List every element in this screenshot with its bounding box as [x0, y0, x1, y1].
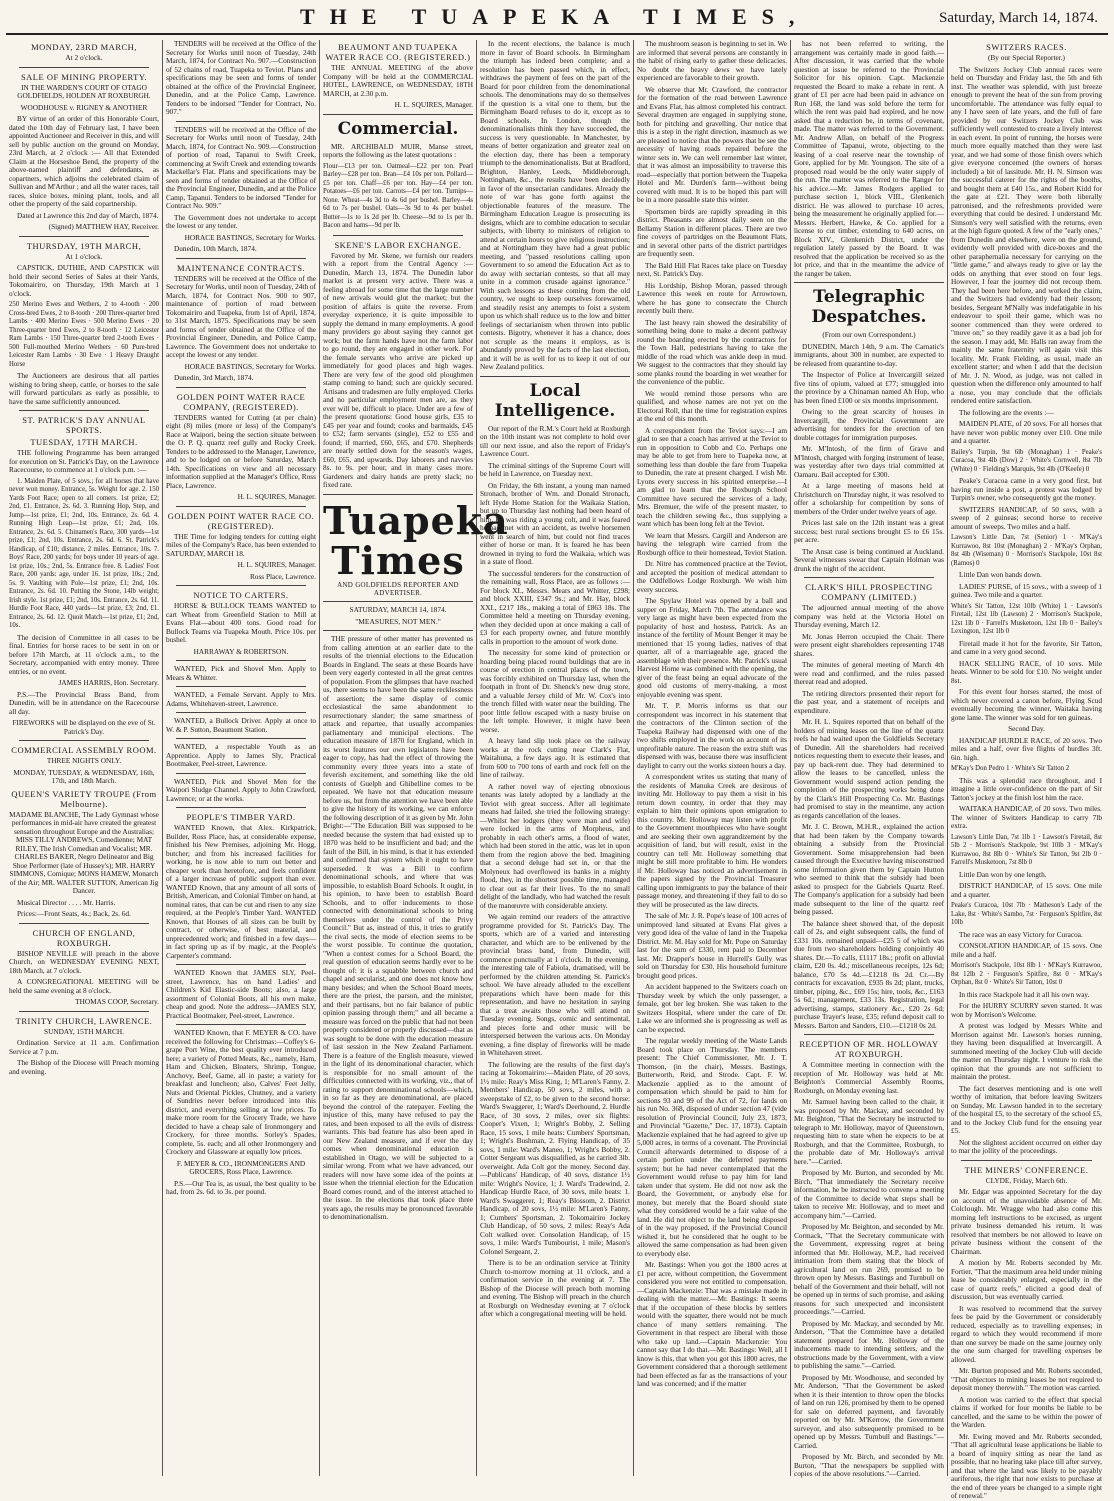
signature: THOMAS COOP, Secretary.	[75, 997, 159, 1006]
paragraph: MR. ARCHIBALD MUIR, Manse street, reports the following as the latest quotations :	[323, 141, 473, 159]
paragraph: Sportsmen birds are rapidly spreading in this district. Pheasants are almost daily seen on the Bellamy Station in different places. There are two fine coveys of partridges on the Beaumont Flats, and in several other parts of the district partridges are frequently seen.	[637, 206, 787, 258]
paragraph: P.S.—The Provincial Brass Band, from Dunedin, will be in attendance on the Racecourse all day.	[9, 689, 159, 716]
paragraph: We observe that Mr. Crawford, the contractor for the formation of the road between Lawrence and Evans Flat, has almost completed his contract. Several draymen are engaged in supplying stone, both for pitching and gravelling. Our notice that this is a step in the right direction, inasmuch as we are pleased to notice that the powers that be see the necessity of having roads repaired before the winter sets in. We can well remember last winter, that it was almost an impossibility to traverse this road—especially that portion between the Tuapeka Hotel and Mr. Durden's farm—without being covered with mud. It is to be hoped this part will be in a more passable state this winter.	[637, 84, 787, 204]
paragraph: We would remind those persons who are qualified, and whose names are not yet on the Electoral Roll, that the time for registration expires at the end of this month.	[637, 388, 787, 423]
divider	[176, 387, 306, 388]
paragraph: For this event four horses started, the most of which never covered a canon before, Flying Scud eventually becoming the winner, Waitaka having gone lame. The winner was sold for ten guineas.	[951, 687, 1102, 722]
paragraph: This was a splendid race throughout, and I imagine a little over-confidence on the part of Sir Tatton's jockey at the finish lost him the race.	[951, 775, 1102, 802]
race-results: Lawson's Little Dan, 7st (Senior) 1 · M'Kay's Kurrawoo, 8st 10st (Monaghan) 2 · M'Kay's Orphan, 8st 4lb (Wiseman) 0 · Morrison's Stackpole, 10st 8st (Ramos) 0	[951, 534, 1102, 567]
edition-date: SATURDAY, MARCH 14, 1874.	[349, 604, 447, 614]
paragraph: A correspondent from the Teviot says:—I am glad to see that a coach has arrived at the Teviot to run in opposition to Cobb and Co. Perhaps one may be able to get from here to Tuapeka now, at something less than double the fare from Tuapeka to Dunedin, the rate at present charged. I wish Mr. Lyons every success in his spirited enterprise.—I am glad to learn that the Roxburgh School Committee have secured the services of a lady, Mrs. Bremuer, the wife of the present master, to teach the children sewing &c., thus supplying a want which has been long felt at the Teviot.	[637, 425, 787, 528]
paragraph: THE following Programme has been arranged for execution on St. Patrick's Day, on the Lawrence Racecourse, to commence at 1 o'clock p.m. :—	[9, 448, 159, 474]
divider	[19, 236, 149, 237]
column-3	[320, 40, 509, 1476]
paragraph: Mr. H. L. Squires reported that on behalf of the holders of mining leases on the line of the quartz reefs he had waited upon the Goldfields Secretary of Dunedin. All the shareholders had received notices requesting them to execute their leases, and pay up back-rent due. They had determined to allow the leases to be cancelled, unless the Government would suspend action pending the completion of the prospecting works being done by the Clark's Hill Prospecting Co. Mr. Bastings had promised to stay in the meantime, any action as regards cancellation of the leases.	[794, 717, 944, 820]
signature: HORACE BASTINGS, Secretary for Works.	[184, 232, 316, 242]
paragraph: The race was an easy Victory for Curacoa.	[959, 929, 1083, 939]
race-results: Morrison's Stackpole, 10st 8lb 1 · M'Kay's Kurrawoo, 8st 12lb 2 · Ferguson's Spitfire, 8st 0 · M'Kay's Orphan, 8st 0 · White's Sir Tatton, 10st 0	[951, 962, 1102, 986]
nameplate-subtitle: AND GOLDFIELDS REPORTER AND ADVERTISER.	[337, 580, 459, 597]
paragraph: DUNEDIN, March 14th, 9 a.m. The Carnatic's immigrants, about 300 in number, are expected to be released from quarantine to-day.	[794, 341, 944, 368]
paragraph: For the HURRY SCURRY seven started. It was won by Morrison's Welcome.	[951, 1001, 1102, 1019]
paragraph: The regular weekly meeting of the Waste Lands Board took place on Thursday. The members present: The Chief Commissioner, Mr. J. T. Thomson, (in the chair), Messrs. Bastings, Butterworth, Reid, and Strode. Capt. F. W. Mackenzie applied as to the amount of compensation which should be paid to him for sections 93 and 99 of the Act of 72, for lands on his run No. 368, disposed of under section 47 (vide resolution of Provincial Council, July 23, 1873, and Provincial "Gazette," Dec. 17, 1873). Captain Mackenzie explained that he had agreed to give up 5,000 acres, in terms of a covenant. The Provincial Council afterwards determined to dispose of a certain portion under the deferred payments system; but he had never contemplated that the Government would refuse to pay him for land taken under that system. He did not now ask the Board, the Government, or anybody else for money, but merely that the Board should state what they considered would be a fair value of the land. He did not object to the land being disposed of in the way proposed, if the Provincial Council wished it, but he considered that he ought to be allowed the same compensation as had been given to everybody else.	[637, 1036, 787, 1258]
divider	[176, 506, 306, 507]
paragraph: P.S.—Our Tea is, as usual, the best quality to be had, from 2s. 6d. to 3s. per pound.	[166, 1178, 316, 1196]
signature: HORACE BASTINGS, Secretary for Works.	[184, 361, 316, 371]
column-4	[477, 40, 634, 1476]
paragraph: BY virtue of an order of this Honorable Court, dated the 10th day of February last, I have been appointed Auctioneer and Receiver in this, and will sell by public auction on the ground on Monday, 23rd March, at 2 o'clock :— All that Extended Claim at the Horseshoe Bend, the property of the above-named plaintiff and defendants, as copartners, which adjoins the celebrated claim of Sullivan and M'Arthur ; and all the water races, tail races, sluice boxes, mining plant, tools, and all other the property of the said copartnership.	[9, 114, 159, 208]
divider	[19, 740, 149, 741]
heading: CLARK'S HILL PROSPECTING COMPANY (LIMITED.)	[805, 582, 933, 602]
paragraph: HORSE & BULLOCK TEAMS WANTED to cart Wheat from Greenfield Station to Mill at Evans Flat—about 400 tons. Good road for Bullock Teams via Tuapeka Mouth. Price 10s. per bushel.	[166, 601, 316, 644]
paragraph: Ordination Service at 11 a.m. Confirmation Service at 7 p.m.	[9, 1038, 159, 1056]
paragraph: Proposed by Mr. Birch, and seconded by Mr. Burton, "That the newspapers be supplied with copies of the above resolutions."—Carried.	[794, 1452, 944, 1478]
paragraph: Firetail made it hot for the favorite, Sir Tatton, and came in a very good second.	[951, 638, 1102, 656]
paragraph: DISTRICT HANDICAP, of 15 sovs. One mile and a quarter.	[951, 881, 1102, 899]
paragraph: Proposed by Mr. Mackay, and seconded by Mr. Anderson, "That the Committee have a detailed statement prepared for Mr. Holloway of the inducements made to intending settlers, and the obstructions made by the Government, with a view to publishing the same."—Carried.	[794, 1318, 944, 1370]
paragraph: We again remind our readers of the attractive programme provided for St. Patrick's Day. The sports, which are of a varied and interesting character, and which are to be enlivened by the provincial brass band, from Dunedin, will commence punctually at 1 o'clock. In the evening, the interesting tale of Fabiola, dramatised, will be performed by the children attending St. Patrick's school. We have already alluded to the excellent preparations which have been made for this representation, and have no hesitation in saying that a treat awaits those who will attend on Tuesday evening. Songs, comic and sentimental, and pieces forte and other music will be interspersed between the various acts. On Monday evening, a fine display of fireworks will be made in Whitehaven street.	[480, 912, 630, 1057]
paragraph: SUNDAY, 15TH MARCH.	[44, 1026, 124, 1036]
divider	[323, 494, 473, 495]
paragraph: HANDICAP HURDLE RACE, of 20 sovs. Two miles and a half, over five flights of hurdles 3ft. 6in. high.	[951, 735, 1102, 762]
heading: MAINTENANCE CONTRACTS.	[176, 262, 306, 273]
paragraph: WOODHOUSE v. RIGNEY & ANOTHER	[20, 102, 148, 112]
paragraph: Proposed by Mr. Beighton, and seconded by Mr. Cormack, "That the Secretary communicate with the Government, expressing regret at being informed that Mr. Holloway, M.P., had received intimation from them stating that the block of agricultural land on run 269, promised to be thrown open by Messrs. Bastings and Turnbull on behalf of the Government and their behalf, will not be opened up in terms of such promise, and asking reasons for such unexpected and inconsistent proceedings."—Carried.	[794, 1222, 944, 1316]
heading: PEOPLE'S TIMBER YARD.	[186, 812, 296, 822]
paragraph: Mr. T. P. Morris informs us that our correspondent was incorrect in his statement that the contractors of the Clinton section of the Tuapeka Railway had dispensed with one of the two shifts employed in the work on account of its unprofitable nature. The reason the extra shift was dispensed with was, because there was insufficient daylight to carry out the works sixteen hours a day.	[637, 701, 787, 770]
wanted-ad: WANTED, Pick and Shovel Men for the Waipori Sludge Channel. Apply to John Crawford, Lawrence; or at the works.	[166, 776, 316, 803]
wanted-ad: WANTED, a respectable Youth as an Apprentice. Apply to James Sly, Practical Bootmaker, Peel-street, Lawrence.	[166, 742, 316, 768]
issue-date: Saturday, March 14, 1874.	[939, 10, 1098, 26]
paragraph: The Spylaw Hotel was opened by a ball and supper on Friday, March 7th. The attendance was very large as might have been expected from the popularity of host and hostess, Patrick. As an instance of the fertility of Mount Benger it may be mentioned that 15 young ladies, natives of that quarter, all of a marriageable age, graced the assemblage with their presence. Mr. Patrick's usual Harvest Home was combined with the opening, the giver of the feast being an equal advocate of the good old customs of merry-making, a most enjoyable evening was spent.	[637, 596, 787, 699]
paragraph: Little Dan won hands down.	[959, 570, 1042, 579]
paragraph: There is to be an ordination service at Trinity Church to-morrow morning at 11 o'clock, and a confirmation service in the evening at 7. The Bishop of the Diocese will preach both morning and evening. The Bishop will preach in the church at Roxburgh on Wednesday evening at 7 o'clock after which a congregational meeting will be held.	[480, 1258, 630, 1318]
signature: JAMES HARRIS, Hon. Secretary.	[58, 678, 159, 687]
paragraph: TENDERS will be received at the Office of the Secretary for Works, until noon of Tuesday, 24th of March, 1874, for Contract Nos. 900 to 907, maintenance of portion of road between Tokomairiro and Tuapeka, from 1st of April, 1874, to 31st March, 1875. Specifications may be seen and forms of tender obtained at the Office of the Provincial Engineer, Dunedin, and Police Camp, Lawrence. The Government does not undertake to accept the lowest or any tender.	[166, 273, 316, 359]
tender-notice: TENDERS will be received at the Office of the Secretary for Works until noon of Tuesday, 24th March, 1874, for Contract No. 909.—Construction of portion of road, Tapanui to Swift Creek, commencing at Swift Creek and extending towards Mackellar's Flat. Plans and specifications may be seen and forms of tender obtained at the Office of the Provincial Engineer, Dunedin, and at the Police Camp, Tapanui. Tenders to be indorsed "Tender for Contract No. 909."	[166, 124, 316, 210]
tender-notice: TENDERS will be received at the Office of the Secretary for Works until noon of Tuesday, 24th March, 1874, for Contract No. 907.—Construction of 52 chains of road, Tuapeka to Teviot. Plans and specifications may be seen and forms of tender obtained at the office of the Provincial Engineer, Dunedin, and at the Police Camp, Lawrence. Tenders to be indorsed "Tender for Contract, No. 907."	[166, 39, 316, 116]
paragraph: The fact deserves mentioning and is one well worthy of imitation, that before leaving Switzers on Sunday, Mr. Lawson handed in to the secretary of the hospital £5, to the secretary of the school £5, and to the Jockey Club fund for the ensuing year £5.	[951, 1083, 1102, 1135]
divider	[176, 964, 306, 965]
paragraph: Mr. Edgar was appointed Secretary for the day on account of the unavoidable absence of Mr. Colclough. Mr. Wragge who had also come this morning left instructions to be excused, as urgent private business demanded his return. It was resolved that members be not allowed to leave on private business without the consent of the Chairman.	[951, 1187, 1102, 1256]
paragraph: TENDERS wanted for Cutting (at per chain) eight (8) miles (more or less) of the Company's Race at Waipori, being the section situate between the O. P. Q. quartz reef gully and Rocky Creek. Tenders to be addressed to the Manager, Lawrence, and to be lodged on or before Saturday, March 14th. Specifications on view and all necessary information supplied at the Manager's Office, Ross Place, Lawrence.	[166, 412, 316, 490]
heading: ST. PATRICK'S DAY ANNUAL SPORTS.	[22, 415, 146, 435]
paragraph: Proposed by Mr. Burton, and seconded by Mr. Birch, "That immediately the Secretary receive information, he be instructed to convene a meeting of the Committee to decide what steps shall be taken to receive Mr. Holloway, and to meet and accompany him."—Carried.	[794, 1168, 944, 1220]
paragraph: THREE NIGHTS ONLY.	[46, 756, 122, 765]
divider	[176, 738, 306, 739]
heading: COMMERCIAL ASSEMBLY ROOM.	[11, 745, 157, 755]
paragraph: Mr. J. C. Brown, M.H.R., explained the action that had been taken by the Company towards obtaining a subsidy from the Provincial Government. Some misapprehension had been caused through the Executive having misconstrued some information given them by Captain Hutton who seemed to think that the subsidy had been asked to prospect for the Gabriels Quartz Reef. The Company's application for a subsidy had been made subsequent to the line of the quartz reef being passed.	[794, 822, 944, 916]
divider	[176, 807, 306, 808]
signature: (Signed) MATTHEW HAY, Receiver.	[48, 222, 159, 231]
paragraph: On Friday, the 6th instant, a young man named Stronach, brother of Wm. and Donald Stronach, left Hyde Home Station for the Waikaia Station, but up to Thursday last nothing had been heard of him. He was riding a young colt, and it was feared he had met with an accident, as twelve horsemen went in search of him, but could not find traces either of horse or man. It is feared he has been drowned in trying to ford the Waikaia, which was in a state of flood.	[480, 480, 630, 566]
paragraph: (By our Special Reporter.)	[987, 53, 1065, 62]
sports-list: 1. Maiden Plate, of 5 sovs.; for all horses that have never won money. Entrance, 5s. Weight for age. 2. 150 Yards Foot Race; open to all comers. 1st prize, £2; 2nd, £1. Entrance, 2s. 6d. 3. Running Hop, Step, and Jump—1st prize, £1; 2nd, 10s. Entrance, 2s. 6d. 4. Running High Leap—1st prize, £1; 2nd, 10s. Entrance, 2s. 6d. 5. Chinamen's Race, 300 yards—1st prize, £1; 2nd, 10s. Entrance, 2s. 6d. 6. St. Patrick's Handicap, of £10; distance, 2 miles. Entrance, 10s. 7. Boys' Race, 200 yards; for boys under 10 years of age. 1st prize, 10s.; 2nd, 5s. Entrance free. 8. Ladies' Foot Race, 200 yards: age, under 16. 1st prize, 10s.; 2nd, 5s. 9. Vaulting with Pole—1st prize, £1; 2nd, 10s. Entrance, 2s. 6d. 10. Putting the Stone, 14lb weight; Irish style. 1st prize, £1; 2nd, 10s. Entrance, 2s. 6d. 11. Hurdle Foot Race, 440 yards—1st prize, £3; 2nd, £1. Entrance, 2s. 6d. 12. Quoit Match—1st prize, £1; 2nd, 10s.	[9, 477, 159, 629]
signature: H. L. SQUIRES, Manager.	[237, 560, 316, 569]
column-7	[948, 40, 1105, 1500]
heading: THURSDAY, 19TH MARCH,	[26, 240, 142, 251]
signature: H. L. SQUIRES, Manager.	[394, 100, 473, 109]
divider	[323, 601, 473, 602]
newspaper-title: THE TUAPEKA TIMES,	[300, 4, 810, 29]
divider	[176, 660, 306, 661]
paragraph: Dr. Nitre has commenced practice at the Teviot, and accepted the position of medical attendant to the Oddfellows Lodge Roxburgh. We wish him every success.	[637, 559, 787, 594]
race-results: Bailey's Turpin, 9st 6lb (Monaghan) 1 · Peake's Curacoa, 9st 4lb (Dow) 2 · White's Cornwell, 8st 7lb (White) 0 · Fielding's Marquis, 9st 4lb (O'Keefe) 0	[951, 448, 1102, 473]
paragraph: Ross Place, Lawrence.	[249, 571, 316, 581]
divider	[19, 67, 149, 68]
heading: SWITZERS RACES.	[986, 42, 1067, 52]
paragraph: LADIES' PURSE, of 15 sovs., with a sweep of 1 guinea. Two mile and a quarter.	[951, 581, 1102, 599]
heading: NOTICE TO CARTERS.	[193, 590, 289, 600]
heading: QUEEN'S VARIETY TROUPE (From Melbourne).	[11, 788, 157, 809]
column-2	[163, 40, 320, 1476]
signature: F. MEYER & CO., IRONMONGERS AND GROCERS, Ross Place, Lawrence.	[176, 1158, 306, 1176]
wanted-ad: WANTED, a Bullock Driver. Apply at once to W. & P. Sutton, Beaumont Station.	[166, 716, 316, 734]
heading: THE MINERS' CONFERENCE.	[964, 1164, 1089, 1175]
page-columns	[6, 39, 1108, 1500]
paragraph: has not been referred to writing, the arrangement was certainly made in good faith.—After discussion, it was carried that the whole question at issue be referred to the Provincial Solicitor for his opinion. Capt. Mackenzie requested the Board to make a rebate in rent. A grant of £1 per acre had been paid in advance on Run 168, the land was sold before the term for which the rent was paid had expired, and he now asked that a reduction be, in terms of covenant, made. The matter was referred to the Government. Mr. Andrew Allan, on behalf of the Progress Committee of Tapanui, wrote, objecting to the leasing of a coal reserve near the township of Gore, applied for by Mr. Youngson. The site of a proposed road would be the only water supply of the run. The matter was referred to the Ranger for his advice.—Mr. James Rodgers applied to purchase section 1, block VIII., Glenkenich district. He was allowed to purchase 10 acres, being the measurement he originally applied for.—Messrs. Herbert, Hawke, & Co. applied for a license to cut timber, extending to 640 acres, on Block XIV., Glenkenich District, under the regulation lately passed by the Board. It was resolved that the application be received so as the lot price, and that in the meantime the advice of the ranger be taken.	[794, 39, 944, 278]
paragraph: CONSOLATION HANDICAP, of 15 sovs. One mile and a half.	[951, 941, 1102, 959]
paragraph: THE ANNUAL MEETING of the above Company will be held at the COMMERCIAL HOTEL, LAWRENCE, on WEDNESDAY, 18TH MARCH, at 2.30 p.m.	[323, 63, 473, 98]
paragraph: The Government does not undertake to accept the lowest or any tender.	[166, 212, 316, 230]
paragraph: The Ansat case is being continued at Auckland. Several witnesses swear that Captain Holman was drunk the night of the accident.	[794, 546, 944, 573]
paragraph: In this race Stackpole had it all his own way.	[959, 989, 1090, 999]
divider	[804, 577, 934, 578]
paragraph: The adjourned annual meeting of the above company was held at the Victoria Hotel on Thursday evening, March 12.	[794, 603, 944, 629]
paragraph: Peake's Curacoa came in a very good first, but having run inside a post, a protest was lodged by Turpin's owner, who consequently got the money.	[951, 476, 1102, 502]
paragraph: A Committee meeting in connection with the reception of Mr. Holloway was held at Mr. Beighton's Commercial Assembly Rooms, Roxburgh, on Monday evening last.	[794, 1060, 944, 1095]
paragraph: The criminal sittings of the Supreme Court will be held in Lawrence, on Tuesday next.	[480, 460, 630, 478]
paragraph: A CONGREGATIONAL MEETING will be held the same evening at 8 o'clock.	[9, 977, 159, 995]
paragraph: Proposed by Mr. Woodhouse, and seconded by Mr. Anderson, "That the Government be asked when it is their intention to throw open the blocks of land on run 126, promised by them to be opened for sale on deferred payment, and favorably reported on by Mr. M'Kerrow, the Government surveyor, and also subsequently promised to be opened up by Messrs. Turnbull and Bastings."—Carried.	[794, 1372, 944, 1450]
paragraph: A motion was carried to the effect that special claims if worked for four months be liable to be cancelled, and the same to be within the power of the Warden.	[951, 1394, 1102, 1429]
divider	[176, 121, 306, 122]
paragraph: WAITAKA HANDICAP, of 20 sovs. Two miles. The winner of Switzers Handicap to carry 7lb extra.	[951, 804, 1102, 830]
wanted-ad: WANTED, Pick and Shovel Men. Apply to Mears & Whitter.	[166, 664, 316, 682]
signature: H. L. SQUIRES, Manager.	[237, 492, 316, 501]
divider	[176, 1024, 306, 1025]
divider	[333, 235, 463, 236]
divider	[19, 1011, 149, 1012]
paragraph: Mr. Burton proposed and Mr. Roberts seconded, "That objectors to mining leases be not required to deposit money therewith." The motion was carried.	[951, 1366, 1102, 1392]
paragraph: The retiring directors presented their report for the past year, and a statement of receipts and expenditure.	[794, 688, 944, 715]
paragraph: HACK SELLING RACE, of 10 sovs. Mile heats. Winner to be sold for £10. No weight under 8st.	[951, 658, 1102, 685]
paragraph: BISHOP NEVILLE will preach in the above Church, on WEDNESDAY EVENING NEXT, 18th March, at 7 o'clock.	[9, 948, 159, 975]
paragraph: Prices:—Front Seats, 4s.; Back, 2s. 6d.	[17, 909, 131, 918]
paragraph: The following are the events :—	[959, 407, 1054, 417]
masthead	[0, 0, 1114, 34]
divider	[176, 258, 306, 259]
heading: TRINITY CHURCH, LAWRENCE.	[15, 1015, 153, 1026]
paragraph: The Inspector of Police at Invercargill seized five tins of opium, valued at £77; smuggled into the province by a Chinaman named Ah Hop, who has been fined £100 or six months imprisonment.	[794, 370, 944, 405]
paragraph: The mushroom season is beginning to set in. We are informed that several persons are constantly in the habit of rising early to gather these delicacies. No doubt the heavy dews we have lately experienced are favorable to their growth.	[637, 39, 787, 82]
paragraph: The necessity for some kind of protection or hoarding being placed round buildings that are in course of erection in central places of the town, was forcibly exhibited on Thursday last, when the footpath in front of Dr. Shenck's new drug store, and a valuable Jersey child of Mr. W. Cox's into the trench filled with water near the building. The poor little fellow escaped with a nasty bruise on the left temple. However, it might have been worse.	[480, 648, 630, 734]
editorial: In the recent elections, the balance is much more in favor of Board schools. In Birmingham the triumph has indeed been complete; and a resolution has been passed which, in effect, withdraws the payment of fees on the part of the Board for poor children from the denominational schools. The denominations may do so themselves if the question is a vital one to them, but the Birmingham Board refuses to do it, except as to Board schools. In London, though the denominationalists think they have succeeded, the success is very questionable. In Manchester, by means of better organization and greater zeal on the election day, there has been a temporary triumph to the denominationalists. But at Bradford, Brighton, Hanley, Leeds, Middleborough, Nottingham, &c., the results have been decidedly in favor of the unsectarian candidates. Already the note of war has gone forth against the objectionable features of the measure. The Birmingham Education League is prosecuting its designs, which are to combine education to secular subjects, with liberty to ministers of religion to attend at certain hours to give religious instruction; and at Nottingham they have had a great public meeting, and "passed resolutions calling upon Government to so amend the Education Act as to do away with sectarian contests, so that all may unite in a common crusade against ignorance." With such lessons as these coming from the old country, we ought to keep ourselves forewarned, and steadily resist any attempts to foist a system upon us which shall reduce us to the low and bitter feelings of sectarianism when thrown into public contests. Bigotry, whenever it has a chance, does not scruple as the means it employs, as is abundantly proved by the facts of the last election, and it will be as well for us to keep it out of our New Zealand politics.	[480, 39, 630, 371]
heading: BEAUMONT AND TUAPEKA WATER RACE CO. (REGISTERED.)	[325, 42, 471, 62]
paragraph: CAPSTICK, DUTHIE, AND CAPSTICK will hold their second Series of Sales at their Yards, Tokomairiro, on Thursday, 19th March at 1 o'clock.	[9, 263, 159, 298]
divider	[176, 712, 306, 713]
wanted-ad: WANTED Known, that F. MEYER & CO. have received the following for Christmas:—Coffey's 6-grape Port Wine, the best quality ever introduced here; a variety of Potted Meats, &c., namely, Ham, Ham and Chicken, Bloaters, Shrimp, Tongue, Anchovy, Beef, Game, all in paste; a variety for breakfast and luncheon; also, Calves' Feet Jelly, Nuts and Oriental Pickles, Chutney, and a variety of Sundries never before introduced into this district, and everything selling at low prices. To make more room for the Grocery Trade, we have decided to have a cheap sale of Ironmongery and Crockery, for three months. Sorley's Spades, complete, 5s. each; and all other Ironmongery and Crockery and Glassware at equally low prices.	[166, 1028, 316, 1156]
paragraph: It was resolved to recommend that the survey fees be paid by the Government or considerably reduced, especially as to travelling expenses; in regard to which they would recommend if more than one survey be made on the same journey only the one sum charged for travelling expenses be allowed.	[951, 1303, 1102, 1364]
race-results: Peake's Curacoa, 10st 7lb · Matheson's Lady of the Lake, 8st · White's Sambo, 7st · Ferguson's Spitfire, 8st 10lb	[951, 902, 1102, 926]
race-results: M'Kay's Don Pedro 1 · White's Sir Tatton 2	[951, 765, 1070, 772]
paragraph: CLYDE, Friday, March 6th.	[985, 1175, 1068, 1185]
heading: GOLDEN POINT WATER RACE CO. (REGISTERED).	[167, 510, 315, 531]
price-list: Flour—£13 per ton. Oatmeal—£22 per ton. Pearl Barley—£28 per ton. Bran—£4 10s per ton. Pollard—£5 per ton. Chaff—£6 per ton. Hay—£4 per ton. Potatoes—£6 per ton. Carrots—£4 per ton. Turnips—None. Wheat—4s 3d to 4s 6d per bushel. Barley—4s 6d to 7s per bushel. Oats—3s 9d to 4s per bushel. Butter—1s to 1s 2d per lb. Cheese—9d to 1s per lb. Bacon and hams—9d per lb.	[323, 162, 473, 229]
heading: TUESDAY, 17TH MARCH.	[30, 437, 138, 447]
divider	[323, 630, 473, 631]
divider	[480, 376, 630, 377]
paragraph: Our report of the R.M.'s Court held at Roxburgh on the 10th instant was not complete to hold over till our next issue, and also the report of Friday's Lawrence Court.	[480, 423, 630, 458]
heading: GOLDEN POINT WATER RACE COMPANY, (REGISTERED).	[176, 391, 306, 412]
paragraph: THE Time for lodging tenders for cutting eight miles of the Company's Race, has been extended to SATURDAY, MARCH 18.	[166, 531, 316, 558]
heading: SALE OF MINING PROPERTY.	[20, 71, 148, 82]
section-heading: Telegraphic Despatches.	[811, 287, 927, 327]
subheading: Second Day.	[1008, 724, 1045, 733]
paragraph: A heavy land slip took place on the railway works at the rock cutting near Clark's Flat, Waitahuna, a few days ago. It is estimated that from 600 to 700 tons of earth and rock fell on the line of railway.	[480, 736, 630, 779]
divider	[176, 686, 306, 687]
paragraph: Mr. Ewing moved and Mr. Roberts seconded, "That all agricultural lease applications be liable to a board of inquiry sitting as near the land as possible, that no hearing take place till after survey, and that where the land was likely to be payably auriferous, the right that now exists to purchase at the end of three years be changed to a simple right of renewal."	[951, 1431, 1102, 1500]
paragraph: Dunedin, 3rd March, 1874.	[174, 373, 254, 382]
paragraph: MONDAY, TUESDAY, & WEDNESDAY, 16th, 17th, and 18th March.	[13, 767, 155, 785]
divider	[19, 410, 149, 411]
paragraph: At a large meeting of masons held at Christchurch on Thursday night, it was resolved to offer a scholarship for competition by sons of members of the Order under twelve years of age.	[794, 481, 944, 516]
race-results: Lawson's Little Dan, 7st 1lb 1 · Lawson's Firetail, 8st 5lb 2 · Morrison's Stackpole, 9st 10lb 3 · M'Kay's Kurrawoo, 8st 8lb 0 · White's Sir Tatton, 9st 2lb 0 · Farrell's Musketoon, 7st 8lb 0	[951, 833, 1102, 866]
wanted-ad: WANTED, a Female Servant. Apply to Mrs. Adams, Whitehaven-street, Lawrence.	[166, 690, 316, 708]
paragraph: A motion by Mr. Roberts seconded by Mr. Fortier, "That the maximum area held under mining lease be considerably enlarged, especially in the case of quartz reefs," elicited a good deal of discussion, but was eventually carried.	[951, 1258, 1103, 1301]
divider	[804, 1034, 934, 1035]
paragraph: Little Dan won by one length.	[959, 869, 1047, 879]
paragraph: The Bald Hill Flat Races take place on Tuesday next, St. Patrick's Day.	[637, 260, 787, 278]
paragraph: The decision of Committee in all cases to be final. Entries for horse races to be sent in on or before 17th March, at 11 o'clock a.m., to the Secretary, accompanied with entry money. Three entries, or no event.	[9, 632, 159, 676]
paragraph: The last heavy rain showed the desirability of something being done to make a decent pathway round the boarding erected by the contractors for the Town Hall, pedestrians having to take the middle of the road which was ankle deep in mud. We suggest to the contractors that they should lay some planks round the boarding in wet weather for the convenience of the public.	[637, 317, 787, 386]
newspaper-nameplate: Tuapeka Times	[323, 497, 509, 583]
divider	[176, 773, 306, 774]
paragraph: Mr. M'Intosh, of the firm of Grave and M'Intosh, charged with forging instrument of lease, was yesterday after two days trial committed at Oamaru. Bail accepted for £300.	[794, 444, 944, 479]
divider	[176, 585, 306, 586]
paragraph: Mr. Jonas Herron occupied the Chair. There were present eight shareholders representing 1748 shares.	[794, 631, 944, 658]
signature: HARRAWAY & ROBERTSON.	[193, 646, 289, 656]
paragraph: WANTED Known, that Alex. Kirkpatrick, Builder, Ross Place, has, at considerable expense, finished his New Premises, adjoining Mr. Hogg, butcher; and from his increased facilities for working, he is now able to turn out better and cheaper work than heretofore, and feels confident of a larger increase of public support than ever. WANTED Known, that any amount of all sorts of British, American, and Colonial Timber on hand, at nominal rates, that can be cut and risen to any size required, at the People's Timber Yard. WANTED Known, that Houses of all sizes can be built by contract, or otherwise, of best material, and unprecedented work; and finished in a few days—in fact spring up as if by magic, at the People's Carpenter's command.	[166, 823, 316, 960]
heading: RECEPTION OF MR. HOLLOWAY AT ROXBURGH.	[799, 1039, 939, 1059]
paragraph: Owing to the great scarcity of houses in Invercargill, the Provincial Government are advertising for tenders for the erection of ten double cottages for immigration purposes.	[794, 407, 944, 442]
paragraph: The minutes of general meeting of March 4th were read and confirmed, and the rules passed thereat read and adopted.	[794, 660, 944, 686]
section-heading: Commercial.	[337, 118, 459, 139]
paragraph: Dunedin, 10th March, 1874.	[174, 244, 257, 253]
divider	[323, 114, 473, 115]
heading: MONDAY, 23RD MARCH,	[31, 42, 137, 52]
column-1	[6, 40, 163, 1476]
race-results: White's Sir Tatton, 12st 10lb (White) 1 · Lawson's Firetail, 12st 1lb (Lawson) 2 · Morrison's Stackpole, 12st 1lb 0 · Farrell's Musketoon, 12st 1lb 0 · Bailey's Lexington, 12st 1lb 0	[951, 602, 1102, 635]
paragraph: SWITZERS HANDICAP, of 50 sovs, with a sweep of 2 guineas; second horse to receive amount of sweeps. Two miles and a half.	[951, 504, 1102, 531]
paragraph: (From our own Correspondent.)	[822, 330, 916, 339]
motto: "MEASURES, NOT MEN."	[355, 617, 441, 626]
divider	[794, 282, 944, 283]
paragraph: An accident happened to the Switzers coach on Thursday week by which the only passenger, a female, got her leg broken. She was taken to the Switzers Hospital, where under the care of Dr. Lake we are informed she is progressing as well as can be expected.	[637, 982, 787, 1034]
heading: CHURCH OF ENGLAND, ROXBURGH.	[32, 927, 136, 948]
column-6	[791, 40, 948, 1476]
section-heading: Local Intelligence.	[494, 380, 616, 421]
column-5	[634, 40, 791, 1476]
paragraph: FIREWORKS will be displayed on the eve of St. Patrick's Day.	[12, 718, 156, 736]
paragraph: Mr. Samuel having been called to the chair, it was proposed by Mr. Mackay, and seconded by Mr. Beighton, "That the Secretary be instructed to telegraph to Mr. Holloway, mayor of Queenstown, requesting him to state when he expects to be at Roxburgh, and that the Committee, Roxburgh, to the probable date of Mr. Holloway's arrival here."—Carried.	[794, 1097, 944, 1166]
paragraph: The Switzers Jockey Club annual races were held on Thursday and Friday last, the 5th and 6th inst. The weather was splendid, with just breeze enough to prevent the heat of the sun from proving uncomfortable. The attendance was fully equal to any I have seen of late years, and the full of fare provided by our Switzers Jockey Club was sufficiently well contested to create a lively interest in each event. In point of running, the horses were much more equally matched than they were last year, and we had some of those finish overs which give everyone concerned (the owners of horses included) a bit of lassitude. Mr. H. N. Simson was the successful caterer for the rights of the booths, and bought them at £40 15s., and Robert Kidd for the gate at £21. They were both liberally patronised, and the refreshments provided were everything that could be desired. I understand Mr. Simson's very well satisfied with the returns, even at the high figure quoted. A few of the "early ones," from Dunedin and elsewhere, were on the ground, evidently well provided with dice-boxes and the other paraphernalia necessary for carrying on the "little game," and always ready to give or lay the odds on anything that ever stood on four legs. However, I fear the journey did not recoup them. They had been here before, and worked the claim, and the Switzers had evidently had their lesson; besides, Sergeant M'Nally was indefatigable in his endeavour to spoil their game, which was no sooner commenced than they were ordered to "move on;" so they readily gave it as a bad job for the season. I may add, Mr. Halls ran away from the mainly the same fraternity will again visit this locality. Mr. Frank Fielding, as usual, made an excellent starter; and when I add that the decision of Mr. J. N. Wood, as judge, was not called in question when the difference only amounted to half a nose, you may conclude that the officials rendered entire satisfaction.	[951, 64, 1102, 405]
paragraph: At 1 o'clock.	[65, 251, 103, 261]
paragraph: The successful tenderers for the construction of the remaining wall, Ross Place, are as follows :—For block XI., Messrs. Mears and Whitter, £298; and block XXIII, £347 9s.; and Mr. Hay, block XXI., £217 18s., making a total of £863 18s. The Committee held a meeting on Thursday evening, when they decided upon at once making a call of £3 for each property owner, and future monthly calls in proportion to the amount of work done.	[480, 568, 630, 646]
paragraph: Not the slightest accident occurred on either day to mar the jollity of the proceedings.	[951, 1137, 1102, 1155]
paragraph: MAIDEN PLATE, of 20 sovs. For all horses that have never won public money over £10. One mile and a quarter.	[951, 419, 1102, 445]
paragraph: IN THE WARDEN'S COURT OF OTAGO GOLDFIELDS, HOLDEN AT ROXBURGH.	[17, 82, 151, 100]
paragraph: His Lordship, Bishop Moran, passed through Lawrence this week en route for Arrowtown, where he has gone to consecrate the Church recently built there.	[637, 280, 787, 315]
paragraph: Favored by Mr. Skene, we furnish our readers with a report from the Central Agency :— Dunedin, March 13, 1874. The Dunedin labor market is at present very active. There was a feeling abroad for some time that the large number of new arrivals would glut the market; but the position of affairs is quite the reverse. From everyday experience, it is quite impossible to supply the demand in many employments. A good many providers go about saying they cannot get work; but the farm hands have not the farm labor to go round, they are engaged in other work. For the female servants who arrive are picked up immediately for good places and high wages. There are very few of the good old ploughmen stamp coming to hand; such are quickly secured. Artisans and tradesmen are fully employed. Clerks and no particular employment men are, as they ever will be, difficult to place. Under are a few of the present quotations: Good house girls, £35 to £45 per year and found; cooks and barmaids, £45 to £52; farm servants (single), £52 to £55 and found; if married, £60, £65, and £70. Shepherds are nearly settled down for the season's wages, £60, £65, and upwards. Day laborers and navvies 8s. to 9s. per hour, and in many cases more. Gardeners and dairy hands are pretty slack; no fixed rate.	[323, 250, 473, 489]
wanted-ad: WANTED Known that JAMES SLY, Peel-street, Lawrence, has on hand Ladies' and Children's Kid Elastic-side Boots; also, a large assortment of Colonial Boots, all his own make, cheap and good. Note the address—JAMES SLY, Practical Bootmaker, Peel-street, Lawrence.	[166, 968, 316, 1020]
divider	[961, 1160, 1092, 1161]
editorial: THE pressure of other matter has prevented us from calling attention at an earlier date to the results of the triennial elections to the Education Boards in England. The seats at these Boards have been very eagerly contested in all the great centres of population. From the glimpses that have reached us, there seems to have been the same recklessness of assertion; the same display of comic ecclesiastical the same abandonment to resurrectionary slander; the same smartness of attack and repartee, that usually accompanies parliamentary and municipal elections. The education measure of 1870 for England, which in its worst features our own legislators have been eager to copy, has had the effect of throwing the community every three years into a state of feverish excitement, and something like the old contests of Guelph and Ghibelline comes to be repeated. We have not that education measure before us, but from the attention we have been able to give the history of its working, we can enforce the following description of it as given by Mr. John Bright:—"The Education Bill was supposed to be needed because the system that had existed up to 1870 was held to be insufficient and bad; and the fault of the Bill, in his mind, is that it has extended and confirmed that system which it ought to have superseded. It was a Bill to confirm denominational schools, and where that was impossible, to establish Board Schools. It ought, in his opinion, to have been to establish Board Schools, and to offer inducements to those connected with denominational schools to bring themselves under the control of the Privy Council." But as, instead of this, it tries to gratify the rival sects, the mode of election seems to be the worst possible. To continue the quotation, "When a contest comes for a School Board, the real question of education seems hardly ever to be thought of: it is a squabble between church and chapel and secularist, and one does not know how many besides; and when the School Board meets, there are the priest, the parson, and the minister, and their partisans, but no fair balance of public opinion passing through them;" and all became a measure was forced on the public that had not been properly considered or properly discussed—that as was sought to be done with the education measure of last session in the New Zealand Parliament. There is a feature of the English measure, viewed in the light of its denominational character, which is responsible for no small amount of the difficulties connected with its working, viz., that of rating to support denominational schools—which, in so far as they are denominational, are placed beyond the control of the ratepayer. Feeling the injustice of this, many have refused to pay the rates, and been exposed to all the evils of distress warrants. This bad feature has also been aped in our New Zealand measure, and if ever the day comes when denominational education is established in Otago, we will be subjected to a similar wrong. From what we have advanced, our readers will now have some idea of the points at issue when the triennial election for the Education Board comes round, and of the interest attached to the issue. In the elections that took place three years ago, the results may be pronounced favorable to denominationalism.	[323, 634, 473, 1221]
heading: SKENE'S LABOR EXCHANGE.	[334, 239, 462, 250]
paragraph: The sale of Mr. J. R. Pope's lease of 100 acres of unimproved land situated at Evans Flat gives a very good idea of the value of land in the Tuapeka District. Mr. M. Hay sold for Mr. Pope on Saturday last for the sum of £330, rent paid to December last. Mr. Drapper's house in Hurrell's Gully was sold on Thursday for £30. His household furniture brought good prices.	[637, 911, 787, 980]
stock-list: 250 Merino Ewes and Wethers, 2 to 4-tooth · 200 Cross-bred Ewes, 2 to 8-tooth · 200 Three-quarter bred Lambs · 400 Merino Ewes · 500 Merino Ewes · 20 Three-quarter bred Ewes, 2 to 8-tooth · 12 Leicester Ram Lambs · 150 Three-quarter bred 2-tooth Ewes · 500 Full-mouthed Merino Wethers · 60 Pure-bred Leicester Ram Lambs · 30 Ewe · 1 Heavy Draught Horse	[9, 301, 159, 368]
paragraph: A correspondent writes us stating that many of the residents of Manuka Creek are desirous of inviting Mr. Holloway to pay them a visit in his return down country, in order that they may explain to him their opinions upon emigration to this country. Mr. Holloway may listen with profit to the Government mouthpieces who have sought and are seeking their own aggrandizement by the acquisition of land, but will result, exist in the country can tell Mr. Holloway something that might be still more profitable to him. He wonders if Mr. Holloway has noticed an advertisement in the papers signed by the Provincial Treasurer calling upon immigrants to pay the balance of their passage money, and threatening if they fail to do so they will be prosecuted as the law directs.	[637, 772, 787, 909]
paragraph: Dated at Lawrence this 2nd day of March, 1874.	[17, 210, 159, 220]
paragraph: A protest was lodged by Messrs White and Morrison against Mr. Lawson's horses running, they having been disqualified at Invercargill. A summoned meeting of the Jockey Club will decide the matter on Thursday night. I venture to risk the opinion that the grounds are not sufficient to maintain the protest.	[951, 1021, 1102, 1081]
paragraph: MADAME BLANCHE, The Lady Gymnast whose performances in mid-air have created the greatest sensation throughout Europe and the Australias; MISS TILLY ANDREWS, Comedienne; MAT RILEY, The Irish Comedian and Vocalist; MR. CHARLES BAKER, Negro Delineator and Big Shoe Performer (late of Hussey's); MR. HARRY SIMMONS, Comique; MONS HAMEW, Monarch of the Air; MR. WALTER SUTTON, American Jig Dancer.	[9, 809, 159, 895]
paragraph: A rather novel way of ejecting obnoxious tenants was lately adopted by a landlady at the Teviot with great success. After all legitimate means had failed, she tried the following strategy:—Whilst her lodgers (they were man and wife) were locked in the arms of Morpheus, and probably in each other's arms, a flood of water, which had been stored in the attic, was let in upon them from the region above the bed. Imagining that a second deluge had set in, or that the Molyneux had overflowed its banks in a mighty flood, they, in the shortest possible time, managed to clear out as far their lives. To the no small delight of the landlady, who had watched the result of the manœuvre with considerable anxiety.	[480, 781, 630, 910]
paragraph: The balance sheet showed that, of the deposit call of 2s, and eight subsequent calls, the fund of £331 10s. remained unpaid—£25 5 of which was due from two shareholders holding conjointly 40 shares. Dr.—To calls, £1117 18s.; profit on alluvial claim, £20 0s. 4d.; miscellaneous receipts, 12s 6d; balance, £70 5s 4d.—£1218 0s 2d. Cr.—By contracts for excavation, £935 8s 2d; plant, trucks, timber, piping, &c., £69 15s; hire, tools, &c., £163 5s 6d.; management, £33 13s. Registration, legal advertising, stamps, stationery &c., £20 2s 6d; purchase Trayer's lease, £35; refund deposit call to Messrs. Barton and Sanders, £10.—£1218 0s 2d.	[794, 918, 944, 1030]
paragraph: Musical Director . . . . Mr. Harris.	[17, 897, 116, 907]
paragraph: The following are the results of the first day's racing at Tokomairiro:—Maiden Plate, of 20 sovs, 1½ mile: Reay's Miss King, 1; M'Laren's Fanny, 2. Members' Handicap, 50 sovs, 2 miles, with a sweepstake of £2, to be given to the second horse: Ward's Swaggerer, 1; Ward's Deerhound, 2. Hurdle Race, of 30 sovs, 2 miles, over six flights: Cooper's Vixen, 1; Wright's Bobby, 2. Selling Race, 15 sovs, 1 mile heats: Cumbers' Sportsman, 1; Wright's Bushman, 2. Flying Handicap, of 35 sovs, 1 mile: Ward's Maneo, 1; Wright's Bobby, 2. Cotter Sergeant was disqualified, as he carried 3lb. overweight. Ada Colt got the money. Second day.—Publicans' Handicap, of 40 sovs, distance 1½ mile: Wright's Novice, 1; J. Ward's Tradewind, 2. Handicap Hurdle Race, of 30 sovs, mile heats: 1. Ward's Swaggerer, 1; Reay's Blossom, 2. District Handicap, of 20 sovs, 1½ mile: M'Laren's Fanny, 1; Cumbers' Sportsman, 2. Tokomairiro Jockey Club Handicap, of 50 sovs, 2 miles: Reay's Ada Colt walked over. Consolation Handicap, of 15 sovs, 1 mile: Ward's Tumbourist, 1 mile; Mason's Colonel Sergeant, 2.	[480, 1059, 630, 1256]
paragraph: We learn that Messrs. Cargill and Anderson are having the telegraph wire carried from the Roxburgh office to their homestead, Teviot Station.	[637, 530, 787, 557]
paragraph: The Auctioneers are desirous that all parties wishing to bring sheep, cattle, or horses to the sale will forward particulars as early as possible, to have the same sufficiently announced.	[9, 371, 159, 406]
divider	[19, 923, 149, 924]
masthead-rule	[6, 33, 1108, 35]
paragraph: The Bishop of the Diocese will Preach morning and evening.	[9, 1058, 159, 1076]
paragraph: Mr. Bastings: When you got the 1800 acres at £1 per acre, without competition, the Government considered you were not entitled to compensation.—Captain Mackenzie: That was a mistake made in dealing with the matter.—Mr. Bastings: It seems that if the occupation of these blocks by settlers would with the squatter, there would not be much chance of many settlers remaining. The Government in that respect are liberal with those who take up land.—Captain Mackenzie: You cannot say that I do that.—Mr. Bastings: Well, all I know is this, that when you got this 1800 acres, the Government considered that a thorough settlement had been effected as far as the transactions of your land was concerned; and if the matter	[637, 1260, 787, 1388]
paragraph: Prices last sale on the 12th instant was a great success; best rural sections brought £5 to £6 15s. per acre.	[794, 518, 944, 544]
paragraph: At 2 o'clock.	[65, 53, 103, 62]
